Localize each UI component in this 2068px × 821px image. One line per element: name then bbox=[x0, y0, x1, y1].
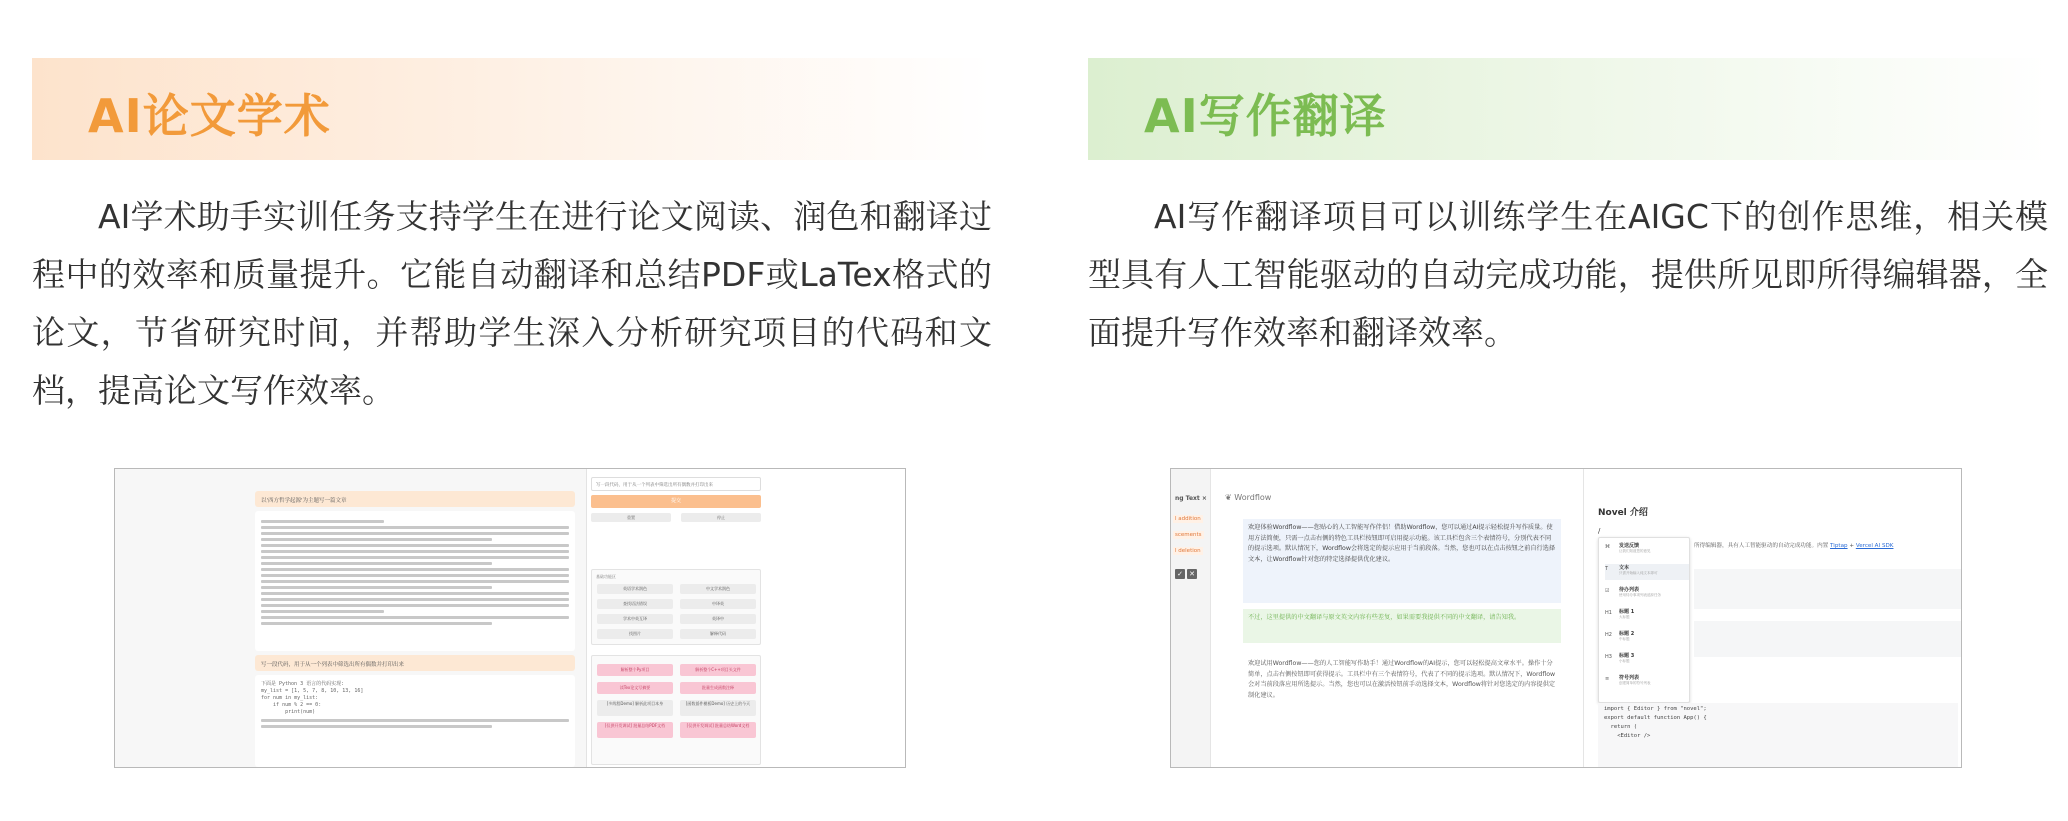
text-line bbox=[261, 719, 569, 722]
slash-command-menu bbox=[1598, 537, 1690, 703]
academic-description bbox=[32, 188, 992, 420]
code-block bbox=[1598, 703, 1958, 767]
code-line: print(num) bbox=[261, 709, 316, 715]
heading-2-icon: H2 bbox=[1605, 632, 1612, 638]
preset-function-area bbox=[591, 569, 761, 645]
ai-academic-section bbox=[32, 0, 992, 821]
preset-button[interactable]: 解释代码 bbox=[680, 629, 756, 639]
text-line bbox=[261, 520, 384, 523]
preset-button[interactable]: 中译英 bbox=[680, 599, 756, 609]
writing-banner bbox=[1088, 58, 2048, 160]
academic-title: AI论文学术 bbox=[88, 89, 331, 143]
heading-3-icon: H3 bbox=[1605, 654, 1612, 660]
preset-button[interactable]: 查找语法错误 bbox=[597, 599, 673, 609]
text-line bbox=[261, 610, 384, 613]
check-icon[interactable]: ✓ bbox=[1175, 569, 1185, 579]
menu-item-feedback[interactable] bbox=[1605, 542, 1689, 558]
vercel-link[interactable]: Vercel AI SDK bbox=[1855, 543, 1894, 549]
text-line bbox=[261, 586, 492, 589]
plugin-button[interactable]: [函数插件模板Demo] 历史上的今天 bbox=[680, 700, 756, 716]
plugin-button[interactable]: 读Tex论文写摘要 bbox=[597, 682, 673, 694]
heading-1-icon: H1 bbox=[1605, 610, 1612, 616]
wordflow-editor bbox=[1211, 469, 1581, 768]
assistant-code-message bbox=[255, 675, 575, 767]
plugin-button[interactable]: [仅供开发调试] 批量总结PDF文档 bbox=[597, 722, 673, 738]
tiptap-link[interactable]: Tiptap bbox=[1830, 543, 1848, 549]
diff-tag: scements bbox=[1175, 532, 1202, 538]
novel-editor bbox=[1583, 469, 1962, 768]
code-line: return ( bbox=[1604, 724, 1638, 730]
menu-item-subtitle: 中标题 bbox=[1619, 637, 1630, 641]
plugin-button[interactable]: 解析整个Py项目 bbox=[597, 664, 673, 676]
diff-tag: l addition bbox=[1175, 516, 1201, 522]
menu-item-subtitle: 创建简单的符号列表 bbox=[1619, 681, 1651, 685]
preset-button[interactable]: 找图片 bbox=[597, 629, 673, 639]
menu-item-title: 待办列表 bbox=[1619, 587, 1640, 593]
plugin-button[interactable]: [仅供开发调试] 批量总结Word文档 bbox=[680, 722, 756, 738]
code-line: if num % 2 == 0: bbox=[261, 702, 322, 708]
text-line bbox=[261, 568, 569, 571]
logo-text: Wordflow bbox=[1234, 493, 1272, 502]
plugin-button[interactable]: [多线程Demo] 解析此项目本身 bbox=[597, 700, 673, 716]
editor-paragraph-3[interactable]: 欢迎试用Wordflow——您的人工智能写作助手！通过Wordflow的AI提示，您可以轻松提高文章水平。操作十分简单，点击右侧按钮即可获得提示。工具栏中有三个表情符号，代表了不同的提示选项。默认情况下，Wordflow会对当前段落应用所选提示。当然，您也可以在激活按钮前手动选择文本，Wordflow将针对您选定的内容提供定制化建议。 bbox=[1248, 660, 1556, 699]
novel-intro-text: 所得编辑器，具有人工智能驱动的自动完成功能。内置 Tiptap + Vercel AI SDK bbox=[1694, 543, 1894, 549]
writing-title: AI写作翻译 bbox=[1144, 89, 1387, 143]
chat-column bbox=[115, 469, 587, 768]
document-tab[interactable]: ng Text × bbox=[1175, 495, 1207, 502]
preset-button[interactable]: 英语学术润色 bbox=[597, 584, 673, 594]
writing-screenshot bbox=[1170, 468, 1962, 768]
menu-item-heading-1[interactable] bbox=[1605, 608, 1689, 624]
text-line bbox=[261, 550, 569, 553]
code-line: for num in my_list: bbox=[261, 695, 319, 701]
prompt-input[interactable]: 写一段代码，用于从一个列表中筛选出所有偶数并打印出来 bbox=[591, 477, 761, 491]
menu-item-heading-2[interactable] bbox=[1605, 630, 1689, 646]
menu-item-todo[interactable] bbox=[1605, 586, 1689, 602]
menu-item-title: 符号列表 bbox=[1619, 675, 1640, 681]
menu-item-subtitle: 小标题 bbox=[1619, 659, 1630, 663]
menu-item-subtitle: 只需开始输入纯文本即可 bbox=[1619, 571, 1658, 575]
text-line bbox=[261, 725, 492, 728]
menu-item-title: 发送反馈 bbox=[1619, 543, 1640, 549]
preset-button[interactable]: 中文学术润色 bbox=[680, 584, 756, 594]
menu-item-subtitle: 大标题 bbox=[1619, 615, 1630, 619]
menu-item-title: 标题 1 bbox=[1619, 609, 1635, 615]
preset-button[interactable]: 英译中 bbox=[680, 614, 756, 624]
code-line: my_list = [1, 5, 7, 8, 10, 13, 16] bbox=[261, 688, 364, 694]
list-icon: ≡ bbox=[1605, 676, 1610, 682]
menu-item-heading-3[interactable] bbox=[1605, 652, 1689, 668]
content-block bbox=[1694, 621, 1962, 657]
menu-item-text[interactable] bbox=[1605, 564, 1689, 580]
novel-title: Novel 介绍 bbox=[1598, 508, 1648, 518]
code-line: <Editor /> bbox=[1604, 733, 1651, 739]
plugin-function-area bbox=[591, 655, 761, 765]
text-line bbox=[261, 532, 569, 535]
checkbox-icon: ☑ bbox=[1605, 588, 1610, 594]
ai-writing-section bbox=[1088, 0, 2048, 821]
diff-actions bbox=[1175, 569, 1199, 579]
code-line: 下面是 Python 3 语言的代码实现: bbox=[261, 681, 345, 687]
code-line: export default function App() { bbox=[1604, 715, 1707, 721]
text-line bbox=[261, 622, 492, 625]
assistant-message-1 bbox=[255, 511, 575, 651]
user-message-2: 写一段代码，用于从一个列表中筛选出所有偶数并打印出来 bbox=[255, 655, 575, 671]
plugin-button[interactable]: 解析整个C++项目头文件 bbox=[680, 664, 756, 676]
text-line bbox=[261, 580, 569, 583]
stop-button[interactable]: 停止 bbox=[681, 513, 761, 522]
preset-button[interactable]: 学术中英互译 bbox=[597, 614, 673, 624]
wordflow-logo bbox=[1225, 493, 1271, 502]
writing-description bbox=[1088, 188, 2048, 362]
close-icon[interactable]: ✕ bbox=[1187, 569, 1197, 579]
control-panel bbox=[591, 469, 906, 768]
text-line bbox=[261, 616, 569, 619]
menu-item-title: 标题 2 bbox=[1619, 631, 1635, 637]
editor-paragraph-2[interactable]: 不过，这里提供的中文翻译与原文英文内容有些差复，如果需要我提供不同的中文翻译，请告知我。 bbox=[1243, 609, 1561, 643]
feedback-icon: ⌘ bbox=[1605, 544, 1610, 550]
academic-description-text: AI学术助手实训任务支持学生在进行论文阅读、润色和翻译过程中的效率和质量提升。它能自动翻译和总结PDF或LaTex格式的论文，节省研究时间，并帮助学生深入分析研究项目的代码和文档，提高论文写作效率。 bbox=[32, 197, 992, 410]
text-line bbox=[261, 574, 569, 577]
content-block bbox=[1694, 569, 1962, 609]
menu-item-bullet-list[interactable] bbox=[1605, 674, 1689, 690]
diff-sidebar bbox=[1171, 469, 1211, 768]
reset-button[interactable]: 重置 bbox=[591, 513, 671, 522]
intro-text: 所得编辑器，具有人工智能驱动的自动完成功能。内置 bbox=[1694, 543, 1829, 549]
editor-paragraph-1[interactable]: 欢迎体验Wordflow——您贴心的人工智能写作伴侣！借助Wordflow，您可以通过AI提示轻松提升写作质量。使用方法简便，只需一点击右侧的特色工具栏按钮即可启用提示功能。该工具栏包含三个表情符号，分别代表不同的提示选项。默认情况下，Wordflow会将选定的提示应用于当前段落。当然，您也可以在点击按钮之前自行选择文本，让Wordflow针对您的特定选择提供优化建议。 bbox=[1243, 519, 1561, 603]
menu-item-title: 标题 3 bbox=[1619, 653, 1635, 659]
text-line bbox=[261, 592, 569, 595]
text-line bbox=[261, 538, 492, 541]
menu-item-title: 文本 bbox=[1619, 565, 1630, 571]
text-line bbox=[261, 598, 569, 601]
academic-banner bbox=[32, 58, 992, 160]
diff-tag: l deletion bbox=[1175, 548, 1201, 554]
text-line bbox=[261, 604, 569, 607]
writing-description-text: AI写作翻译项目可以训练学生在AIGC下的创作思维，相关模型具有人工智能驱动的自动完成功能，提供所见即所得编辑器，全面提升写作效率和翻译效率。 bbox=[1088, 197, 2048, 352]
academic-screenshot bbox=[114, 468, 906, 768]
plugin-button[interactable]: 批量生成函数注释 bbox=[680, 682, 756, 694]
code-line: import { Editor } from "novel"; bbox=[1604, 706, 1707, 712]
text-line bbox=[261, 544, 569, 547]
preset-area-title: 基础功能区 bbox=[596, 574, 616, 579]
submit-button[interactable]: 提交 bbox=[591, 495, 761, 508]
text-line bbox=[261, 526, 569, 529]
text-line bbox=[261, 556, 569, 559]
menu-item-subtitle: 使用待办事项列表追踪任务 bbox=[1619, 593, 1661, 597]
slash-command: / bbox=[1598, 527, 1601, 535]
text-line bbox=[261, 562, 492, 565]
text-icon: T bbox=[1605, 566, 1609, 572]
logo-icon: ❦ bbox=[1225, 493, 1235, 502]
user-message-1: 以'西方哲学起源'为主题写一篇文章 bbox=[255, 491, 575, 507]
menu-item-subtitle: 让我们知道您的意见 bbox=[1619, 549, 1651, 553]
